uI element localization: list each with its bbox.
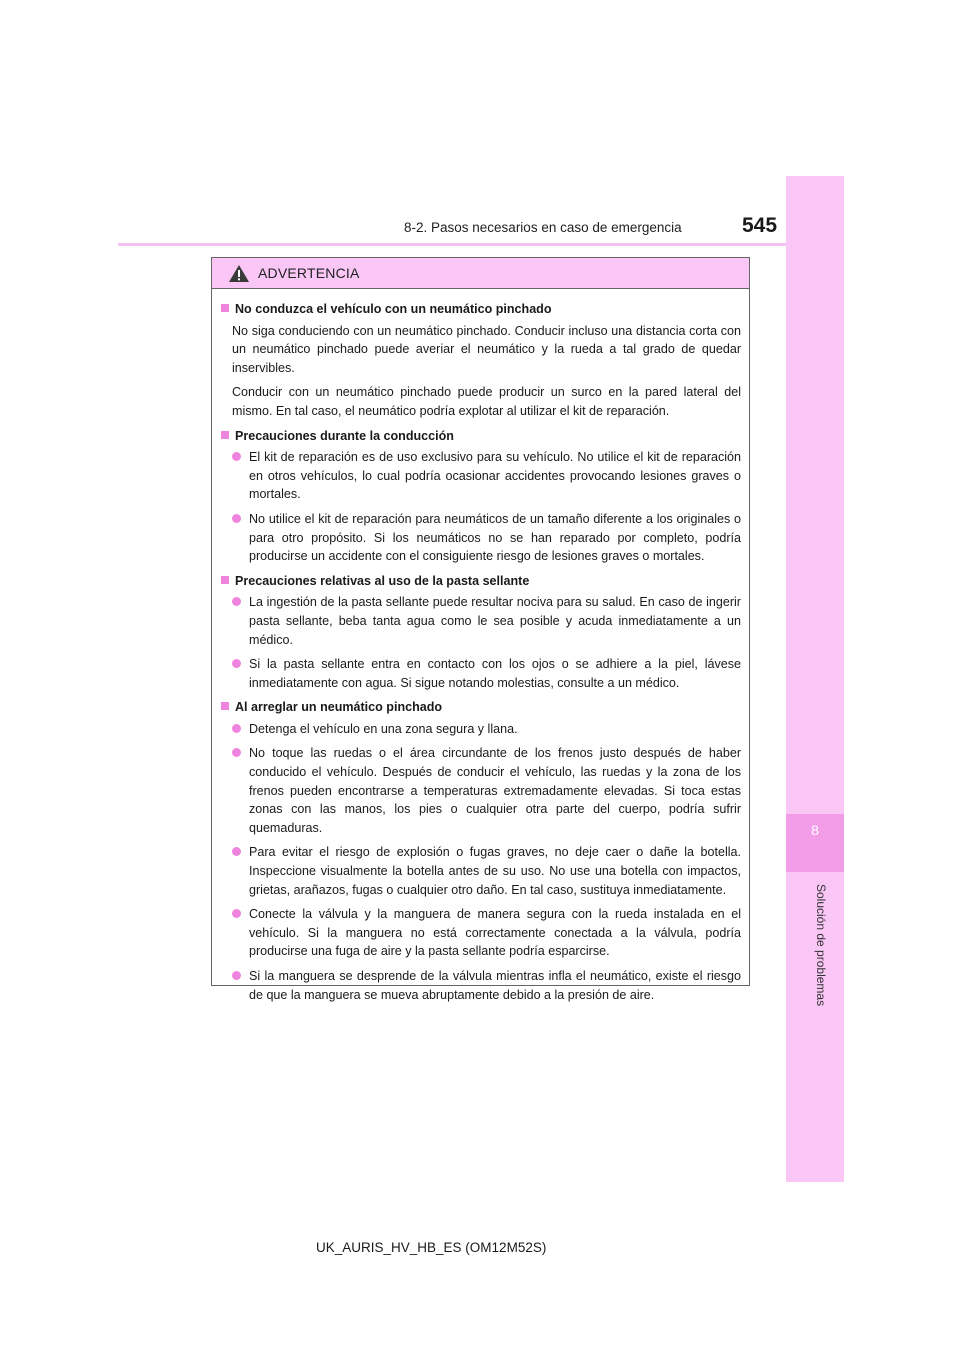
list-item-text: Para evitar el riesgo de explosión o fugas graves, no deje caer o dañe la botella. Inspeccione visualmente la botella antes de su uso. No use una botella con impactos, grietas, arañazos, fugas o cualquier otro daño. En tal caso, sustituya inmediatamente. (249, 845, 741, 897)
list-item (221, 448, 741, 504)
chapter-side-tab[interactable] (786, 176, 844, 1182)
list-item (221, 593, 741, 649)
list-item-text: Detenga el vehículo en una zona segura y llana. (249, 721, 518, 736)
square-bullet-icon (221, 702, 229, 710)
list-item-text: El kit de reparación es de uso exclusivo para su vehículo. No utilice el kit de reparación en otros vehículos, lo cual podría ocasionar accidentes provocando lesiones graves o mortales. (249, 450, 741, 502)
list-item-text: Si la manguera se desprende de la válvula mientras infla el neumático, existe el riesgo de que la manguera se mueva abruptamente debido a la presión de aire. (249, 969, 741, 1002)
round-bullet-icon (232, 748, 241, 757)
section-heading (221, 572, 741, 591)
list-item-text: No toque las ruedas o el área circundante de los frenos justo después de haber conducido el vehículo. Después de conducir el vehículo, las ruedas y la zona de los frenos pueden encontrarse a temperaturas extremadamente elevadas. Si toca estas zonas con las manos, los pies o cualquier otra parte del cuerpo, podría sufrir quemaduras. (249, 746, 741, 835)
page-number: 545 (742, 214, 778, 237)
round-bullet-icon (232, 724, 241, 733)
paragraph: Conducir con un neumático pinchado puede producir un surco en la pared lateral del mismo. En tal caso, el neumático podría explotar al utilizar el kit de reparación. (232, 385, 741, 418)
section-heading-text: Precauciones relativas al uso de la pasta sellante (235, 573, 530, 588)
list-item-text: Conecte la válvula y la manguera de manera segura con la rueda instalada en el vehículo. Si la manguera no está correctamente conectada a la válvula, podría producirse una fuga de aire y la pasta sellante podría esparcirse. (249, 907, 741, 959)
section-heading-text: Al arreglar un neumático pinchado (235, 700, 443, 715)
list-item (221, 720, 741, 739)
warning-triangle-icon (228, 264, 250, 283)
section-heading (221, 698, 741, 717)
warning-header (212, 258, 749, 289)
list-item (221, 843, 741, 899)
list-item-text: Si la pasta sellante entra en contacto con los ojos o se adhiere a la piel, lávese inmediatamente con agua. Si sigue notando molestias, consulte a un médico. (249, 657, 741, 690)
chapter-title: Solución de problemas (814, 884, 828, 1007)
list-item (221, 744, 741, 837)
warning-section (221, 427, 741, 566)
list-item (221, 905, 741, 961)
list-item (221, 655, 741, 692)
round-bullet-icon (232, 909, 241, 918)
round-bullet-icon (232, 452, 241, 461)
warning-title: ADVERTENCIA (258, 265, 360, 281)
square-bullet-icon (221, 431, 229, 439)
warning-section (221, 300, 741, 421)
list-item (221, 967, 741, 1004)
round-bullet-icon (232, 971, 241, 980)
round-bullet-icon (232, 514, 241, 523)
warning-section (221, 698, 741, 1004)
section-title: 8-2. Pasos necesarios en caso de emergencia (404, 220, 682, 235)
list-item-text: La ingestión de la pasta sellante puede resultar nociva para su salud. En caso de ingerir pasta sellante, beba tanta agua como le sea posible y acuda inmediatamente a un médico. (249, 595, 741, 647)
section-heading-text: Precauciones durante la conducción (235, 428, 454, 443)
document-code: UK_AURIS_HV_HB_ES (OM12M52S) (316, 1240, 547, 1255)
header-rule (118, 243, 786, 246)
round-bullet-icon (232, 659, 241, 668)
warning-section (221, 572, 741, 693)
warning-box (211, 257, 750, 1002)
square-bullet-icon (221, 576, 229, 584)
paragraph: No siga conduciendo con un neumático pinchado. Conducir incluso una distancia corta con un neumático pinchado puede averiar el neumático y la rueda a tal grado de quedar inservibles. (232, 323, 741, 375)
section-heading (221, 427, 741, 446)
round-bullet-icon (232, 597, 241, 606)
warning-body (212, 289, 749, 1004)
section-heading (221, 300, 741, 319)
square-bullet-icon (221, 304, 229, 312)
chapter-number: 8 (811, 822, 819, 838)
round-bullet-icon (232, 847, 241, 856)
section-heading-text: No conduzca el vehículo con un neumático pinchado (235, 302, 552, 316)
list-item (221, 510, 741, 566)
list-item-text: No utilice el kit de reparación para neumáticos de un tamaño diferente a los originales o para otro propósito. Si los neumáticos no se han reparado por completo, podría producirse un accidente con el consiguiente riesgo de lesiones graves o mortales. (249, 511, 741, 564)
